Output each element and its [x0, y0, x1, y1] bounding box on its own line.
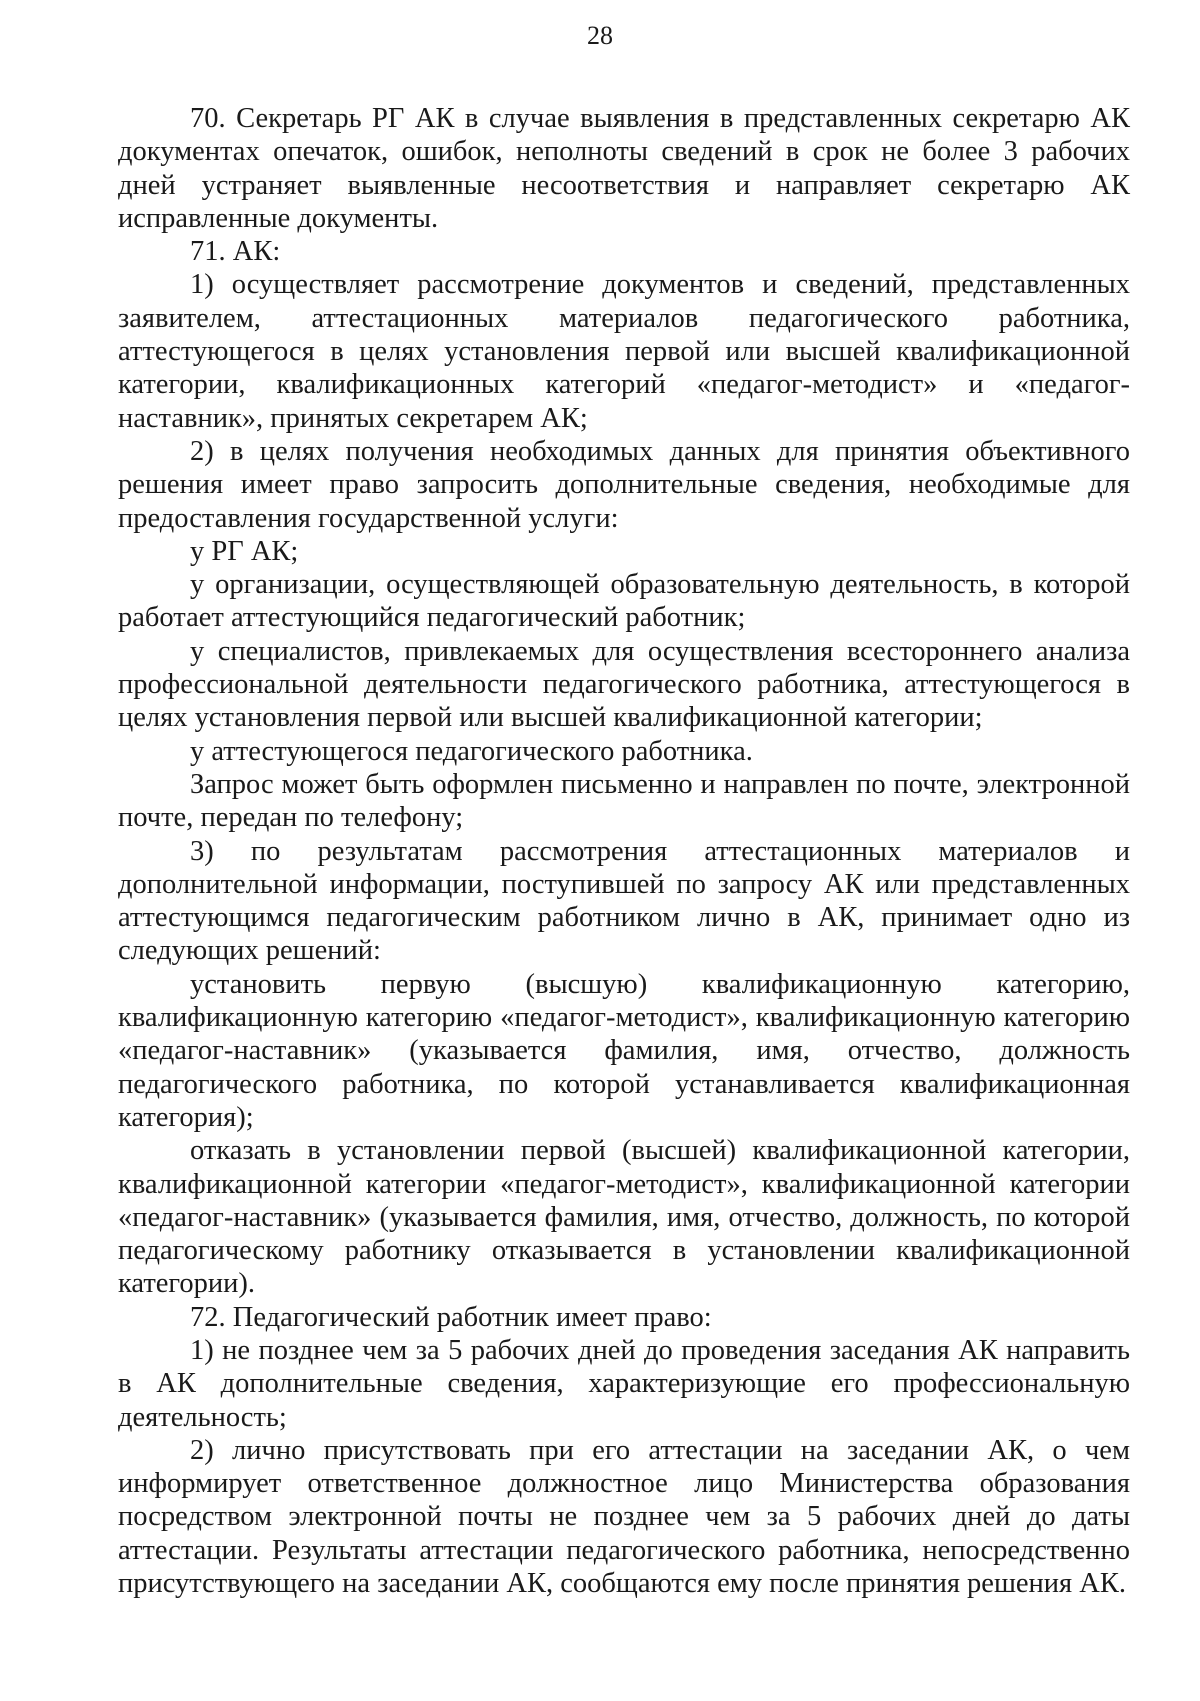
paragraph-request-organization: у организации, осуществляющей образовательную деятельность, в которой работает аттестующийся педагогический работник;	[118, 569, 1130, 634]
paragraph-request-rg-ak: у РГ АК;	[190, 535, 299, 567]
paragraph-71-item-2: 2) в целях получения необходимых данных для принятия объективного решения имеет право запросить дополнительные сведения, необходимые для предоставления государственной услуги:	[118, 435, 1130, 534]
paragraph-request-worker: у аттестующегося педагогического работника.	[190, 735, 753, 767]
paragraph-70: 70. Секретарь РГ АК в случае выявления в представленных секретарю АК документах опечаток, ошибок, неполноты сведений в срок не более 3 рабочих дней устраняет выявленные несоответствия и направляет секретарю АК исправленные документы.	[118, 103, 1130, 234]
document-body	[118, 102, 1130, 1600]
paragraph-request-specialists: у специалистов, привлекаемых для осуществления всестороннего анализа профессиональной деятельности педагогического работника, аттестующегося в целях установления первой или высшей квалификационной категории;	[118, 635, 1130, 734]
paragraph-request-form: Запрос может быть оформлен письменно и направлен по почте, электронной почте, передан по телефону;	[118, 768, 1130, 834]
paragraph-72-heading: 72. Педагогический работник имеет право:	[190, 1301, 712, 1333]
paragraph-71-heading: 71. АК:	[190, 236, 281, 268]
page-number: 28	[587, 21, 613, 50]
paragraph-72-item-2: 2) лично присутствовать при его аттестации на заседании АК, о чем информирует ответственное должностное лицо Министерства образования посредством электронной почты не позднее чем за 5 рабочих дней до даты аттестации. Результаты аттестации педагогического работника, непосредственно присутствующего на заседании АК, сообщаются ему после принятия решения АК.	[118, 1434, 1130, 1600]
paragraph-decision-refuse: отказать в установлении первой (высшей) квалификационной категории, квалификационной категории «педагог-методист», квалификационной категории «педагог-наставник» (указывается фамилия, имя, отчество, должность, по которой педагогическому работнику отказывается в установлении квалификационной категории).	[118, 1135, 1130, 1300]
paragraph-71-item-1: 1) осуществляет рассмотрение документов и сведений, представленных заявителем, аттестационных материалов педагогического работника, аттестующегося в целях установления первой или высшей квалификационной категории, квалификационных категорий «педагог-методист» и «педагог-наставник», принятых секретарем АК;	[118, 269, 1130, 434]
paragraph-71-item-3: 3) по результатам рассмотрения аттестационных материалов и дополнительной информации, поступившей по запросу АК или представленных аттестующимся педагогическим работником лично в АК, принимает одно из следующих решений:	[118, 835, 1130, 967]
paragraph-72-item-1: 1) не позднее чем за 5 рабочих дней до проведения заседания АК направить в АК дополнительные сведения, характеризующие его профессиональную деятельность;	[118, 1334, 1130, 1433]
paragraph-decision-establish: установить первую (высшую) квалификационную категорию, квалификационную категорию «педагог-методист», квалификационную категорию «педагог-наставник» (указывается фамилия, имя, отчество, должность педагогического работника, по которой устанавливается квалификационная категория);	[118, 968, 1130, 1133]
